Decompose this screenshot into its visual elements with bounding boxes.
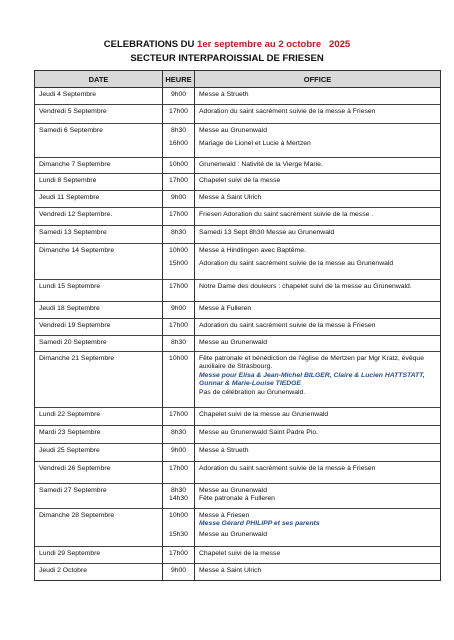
- row-date: Mardi 23 Septembre: [35, 426, 163, 444]
- table-row: [35, 564, 441, 581]
- row-hour: 8h30: [163, 226, 195, 244]
- row-office: Chapelet suivi de la messe au Grunenwald: [195, 408, 441, 426]
- table-row: [35, 105, 441, 124]
- row-date: Vendredi 19 Septembre: [35, 319, 163, 336]
- table-header-row: [35, 71, 441, 88]
- table-row: [35, 426, 441, 444]
- row-date: Jeudi 11 Septembre: [35, 191, 163, 208]
- row-hour: 10h00 15h00: [163, 244, 195, 280]
- title-prefix: CELEBRATIONS DU: [103, 39, 198, 50]
- row-date: Jeudi 2 Octobre: [35, 564, 163, 581]
- row-office: Messe à Fulleren: [195, 302, 441, 319]
- row-office: Messe au Grunenwald: [195, 336, 441, 352]
- row-date: Lundi 22 Septembre: [35, 408, 163, 426]
- row-office: Messe à Saint Ulrich: [195, 564, 441, 581]
- row-date: Dimanche 21 Septembre: [35, 352, 163, 408]
- table-row: [35, 280, 441, 302]
- table-row: [35, 208, 441, 226]
- table-row: [35, 444, 441, 462]
- row-office: Adoration du saint sacrément suivie de la messe à Friesen: [195, 105, 441, 124]
- column-header-office: OFFICE: [195, 71, 441, 88]
- row-hour: 10h00 15h30: [163, 509, 195, 547]
- table-row: [35, 244, 441, 280]
- table-row: [35, 302, 441, 319]
- row-office: Samedi 13 Sept 8h30 Messe au Grunenwald: [195, 226, 441, 244]
- row-office: Chapelet suivi de la messe: [195, 547, 441, 564]
- row-hour: 17h00: [163, 547, 195, 564]
- row-date: Jeudi 25 Septembre: [35, 444, 163, 462]
- table-row: [35, 352, 441, 408]
- row-hour: 10h00: [163, 158, 195, 174]
- table-row: [35, 319, 441, 336]
- row-hour: 17h00: [163, 462, 195, 484]
- row-date: Vendredi 5 Septembre: [35, 105, 163, 124]
- mass-intention: Messe Gérard PHILIPP et ses parents: [199, 520, 320, 528]
- row-hour: 9h00: [163, 88, 195, 105]
- row-date: Jeudi 18 Septembre: [35, 302, 163, 319]
- column-header-date: DATE: [35, 71, 163, 88]
- row-date: Dimanche 7 Septembre: [35, 158, 163, 174]
- schedule-table: [34, 70, 441, 581]
- row-office: Messe à Hindlingen avec Baptême. Adoration du saint sacrément suivie de la messe au Grunenwald: [195, 244, 441, 280]
- row-hour: 17h00: [163, 280, 195, 302]
- row-hour: 8h30 16h00: [163, 124, 195, 158]
- row-hour: 10h00: [163, 352, 195, 408]
- mass-intention: Messe pour Elisa & Jean-Michel BILGER, Claire & Lucien HATTSTATT, Gunnar & Marie-Louise TIEDGE: [199, 371, 425, 388]
- row-date: Vendredi 26 Septembre: [35, 462, 163, 484]
- row-office: Messe au Grunenwald Fête patronale à Fulleren: [195, 484, 441, 509]
- row-hour: 17h00: [163, 105, 195, 124]
- page-title: [0, 39, 454, 51]
- row-date: Dimanche 14 Septembre: [35, 244, 163, 280]
- row-office: Messe au Grunenwald Mariage de Lionel et Lucie à Mertzen: [195, 124, 441, 158]
- table-row: [35, 226, 441, 244]
- table-row: [35, 408, 441, 426]
- title-year: 2025: [329, 39, 351, 50]
- row-date: Samedi 13 Septembre: [35, 226, 163, 244]
- table-row: [35, 88, 441, 105]
- row-office: Grunenwald : Nativité de la Vierge Marie.: [195, 158, 441, 174]
- row-hour: 17h00: [163, 319, 195, 336]
- row-hour: 9h00: [163, 302, 195, 319]
- row-hour: 9h00: [163, 191, 195, 208]
- table-row: [35, 509, 441, 547]
- row-date: Vendredi 12 Septembre.: [35, 208, 163, 226]
- row-hour: 8h30 14h30: [163, 484, 195, 509]
- row-office: Chapelet suivi de la messe: [195, 174, 441, 191]
- row-date: Jeudi 4 Septembre: [35, 88, 163, 105]
- row-hour: 8h30: [163, 426, 195, 444]
- table-row: [35, 124, 441, 158]
- row-office: Messe à Strueth: [195, 444, 441, 462]
- page-subtitle: SECTEUR INTERPAROISSIAL DE FRIESEN: [130, 53, 324, 64]
- row-office: Friesen Adoration du saint sacrément suivie de la messe .: [195, 208, 441, 226]
- row-hour: 17h00: [163, 208, 195, 226]
- row-office: Fête patronale et bénédiction de l'église de Mertzen par Mgr Kratz, évêque auxiliaire de Strasbourg. Messe pour Elisa & Jean-Michel BILGER, Claire & Lucien HATTSTATT, Gunnar & Marie-Louise TIEDGE Pas de célébration au Grunenwald.: [195, 352, 441, 408]
- row-date: Samedi 27 Septembre: [35, 484, 163, 509]
- column-header-hour: HEURE: [163, 71, 195, 88]
- table-row: [35, 462, 441, 484]
- row-hour: 9h00: [163, 444, 195, 462]
- table-row: [35, 191, 441, 208]
- table-row: [35, 158, 441, 174]
- table-row: [35, 484, 441, 509]
- row-hour: 8h30: [163, 336, 195, 352]
- row-date: Lundi 15 Septembre: [35, 280, 163, 302]
- table-row: [35, 336, 441, 352]
- row-office: Notre Dame des douleurs : chapelet suivi de la messe au Grunenwald.: [195, 280, 441, 302]
- row-office: Adoration du saint sacrément suivie de la messe à Friesen: [195, 319, 441, 336]
- row-office: Messe à Friesen Messe Gérard PHILIPP et ses parents Messe au Grunenwald: [195, 509, 441, 547]
- row-office: Messe à Strueth: [195, 88, 441, 105]
- row-date: Samedi 20 Septembre: [35, 336, 163, 352]
- row-hour: 9h00: [163, 564, 195, 581]
- table-row: [35, 547, 441, 564]
- table-row: [35, 174, 441, 191]
- row-office: Adoration du saint sacrément suivie de la messe à Friesen: [195, 462, 441, 484]
- row-date: Lundi 29 Septembre: [35, 547, 163, 564]
- row-hour: 17h00: [163, 408, 195, 426]
- row-date: Lundi 8 Septembre: [35, 174, 163, 191]
- title-dates: 1er septembre au 2 octobre: [197, 39, 322, 50]
- row-office: Messe au Grunenwald Saint Padre Pio.: [195, 426, 441, 444]
- row-date: Dimanche 28 Septembre: [35, 509, 163, 547]
- row-date: Samedi 6 Septembre: [35, 124, 163, 158]
- row-office: Messe à Saint Ulrich: [195, 191, 441, 208]
- row-hour: 17h00: [163, 174, 195, 191]
